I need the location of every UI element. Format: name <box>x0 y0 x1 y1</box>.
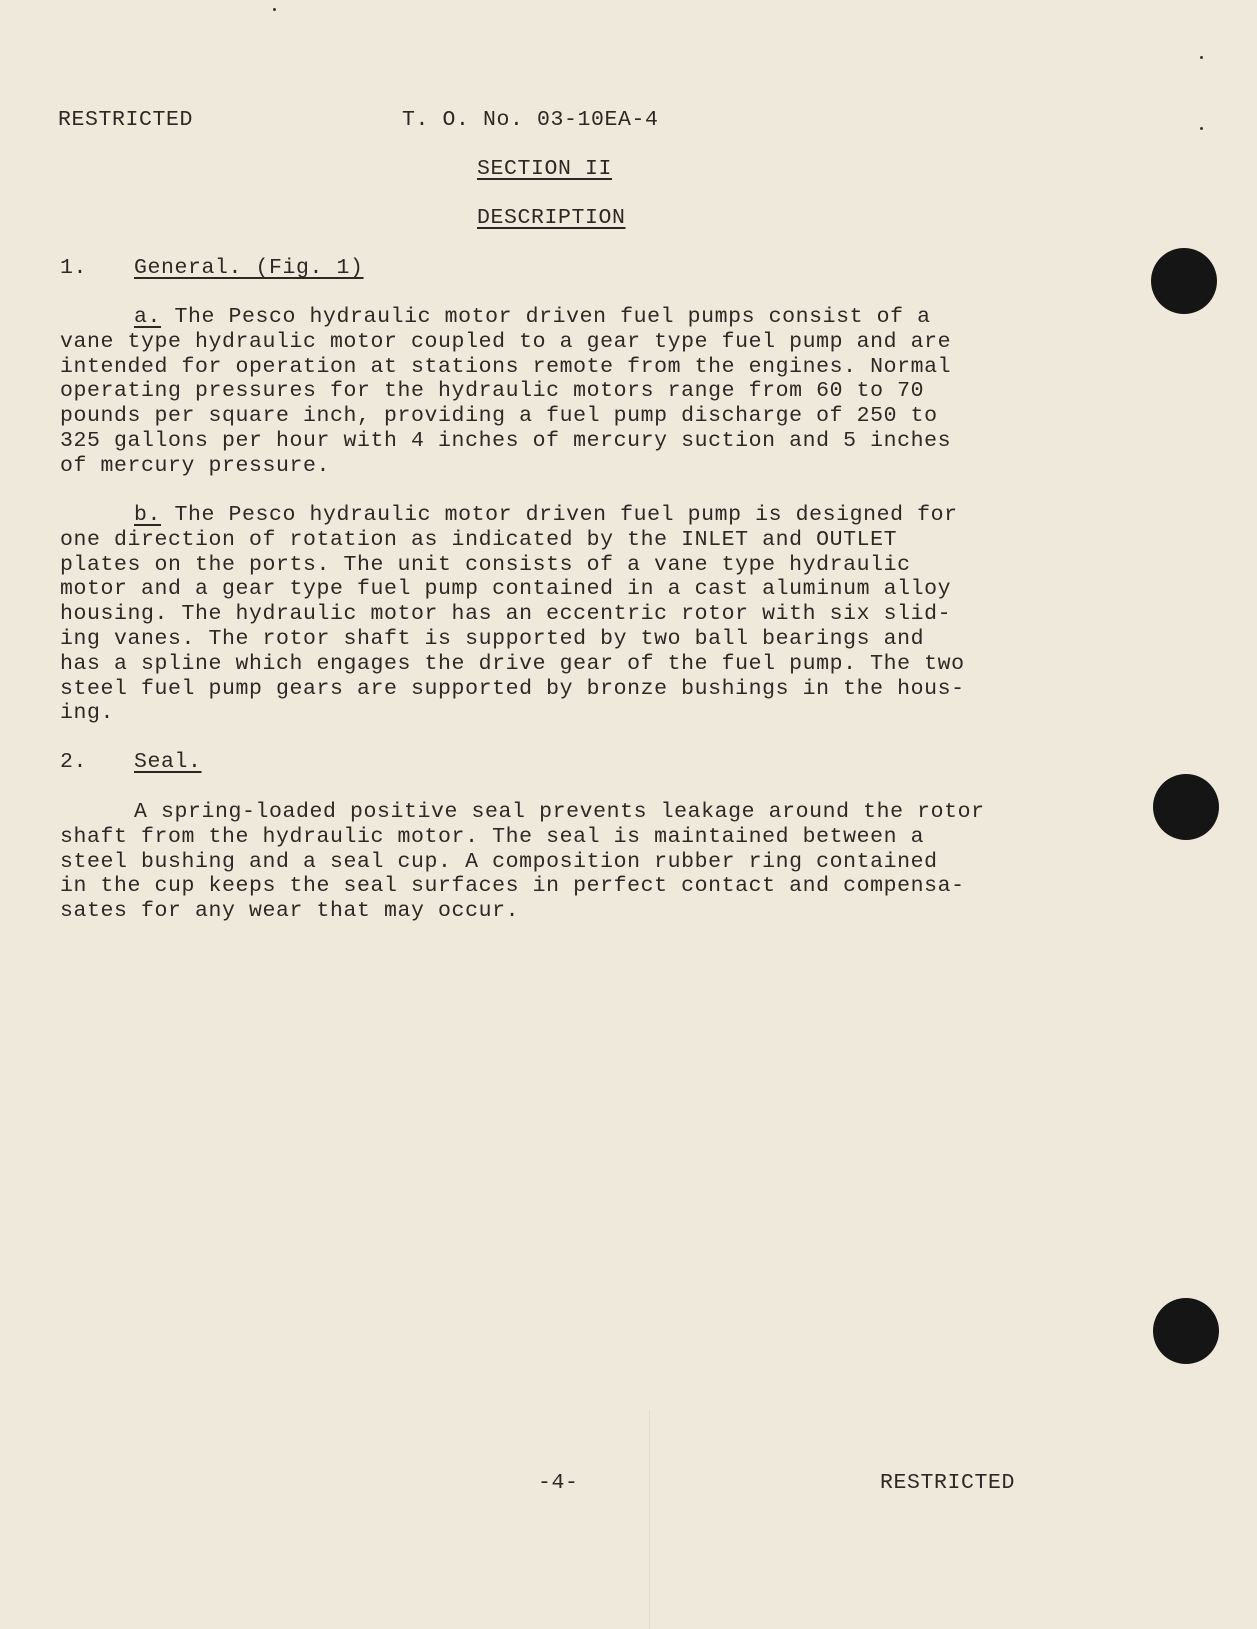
paragraph-b-label: b. <box>134 503 162 527</box>
paragraph-a-line-3: intended for operation at stations remote from the engines. Normal <box>60 354 952 379</box>
paper-speck <box>1200 127 1203 130</box>
item-2-number: 2. <box>60 750 88 774</box>
paragraph-a-line-6: 325 gallons per hour with 4 inches of mercury suction and 5 inches <box>60 428 952 453</box>
paragraph-a-line-7: of mercury pressure. <box>60 453 331 478</box>
paragraph-a-line-5: pounds per square inch, providing a fuel pump discharge of 250 to <box>60 404 938 429</box>
paragraph-seal-first-line <box>60 800 1180 825</box>
paragraph-a-line-2: vane type hydraulic motor coupled to a gear type fuel pump and are <box>60 329 952 354</box>
item-2-title: Seal. <box>134 750 202 774</box>
paragraph-b-line-4: motor and a gear type fuel pump contained in a cast aluminum alloy <box>60 577 952 602</box>
paragraph-b-line-8: steel fuel pump gears are supported by bronze bushings in the hous- <box>60 676 965 701</box>
paragraph-seal-line-2: shaft from the hydraulic motor. The seal is maintained between a <box>60 824 925 849</box>
paragraph-seal-line-5: sates for any wear that may occur. <box>60 899 520 924</box>
paragraph-b-line-3: plates on the ports. The unit consists of a vane type hydraulic <box>60 552 911 577</box>
paragraph-b-line-1: The Pesco hydraulic motor driven fuel pump is designed for <box>174 503 958 527</box>
paragraph-b <box>60 503 1180 726</box>
item-1-number: 1. <box>60 256 88 280</box>
paragraph-seal <box>60 800 1180 924</box>
paragraph-b-line-5: housing. The hydraulic motor has an eccentric rotor with six slid- <box>60 602 952 627</box>
section-title: DESCRIPTION <box>477 206 626 230</box>
footer-restricted: RESTRICTED <box>880 1471 1016 1495</box>
paragraph-b-line-2: one direction of rotation as indicated by the INLET and OUTLET <box>60 527 898 552</box>
paragraph-b-line-6: ing vanes. The rotor shaft is supported by two ball bearings and <box>60 626 925 651</box>
paragraph-a-first-line <box>60 305 1180 330</box>
paragraph-seal-line-3: steel bushing and a seal cup. A composition rubber ring contained <box>60 849 938 874</box>
paper-speck <box>273 8 276 11</box>
paragraph-seal-line-4: in the cup keeps the seal surfaces in perfect contact and compensa- <box>60 874 965 899</box>
paragraph-seal-line-1: A spring-loaded positive seal prevents leakage around the rotor <box>134 800 985 824</box>
paragraph-a-line-4: operating pressures for the hydraulic motors range from 60 to 70 <box>60 379 925 404</box>
paragraph-b-first-line <box>60 503 1180 528</box>
header-to-number: T. O. No. 03-10EA-4 <box>402 108 659 132</box>
paragraph-a-label: a. <box>134 305 162 329</box>
paragraph-a <box>60 305 1180 479</box>
paragraph-b-line-9: ing. <box>60 701 115 726</box>
header-restricted: RESTRICTED <box>58 108 194 132</box>
punch-hole-bottom <box>1153 1298 1219 1364</box>
paper-speck <box>1200 56 1203 59</box>
paragraph-b-line-7: has a spline which engages the drive gear of the fuel pump. The two <box>60 651 965 676</box>
paragraph-a-line-1: The Pesco hydraulic motor driven fuel pumps consist of a <box>174 305 931 329</box>
footer-page-number: -4- <box>538 1471 579 1495</box>
paper-fold-line <box>649 1410 650 1629</box>
section-number: SECTION II <box>477 157 613 181</box>
item-1-title: General. (Fig. 1) <box>134 256 364 280</box>
